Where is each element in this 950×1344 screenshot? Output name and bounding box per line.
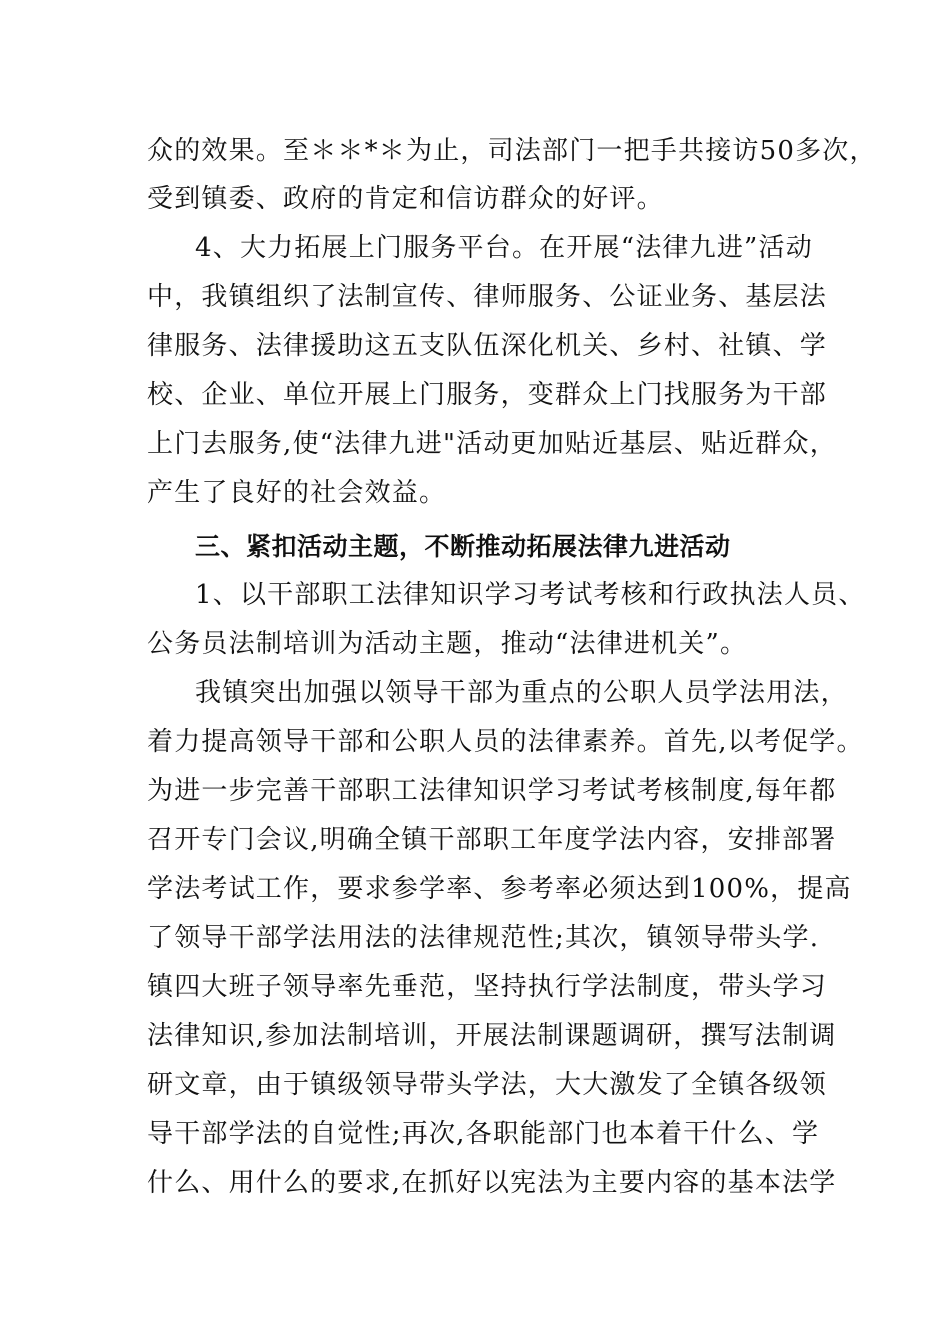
text-line: 召开专门会议,明确全镇干部职工年度学法内容，安排部署 bbox=[147, 825, 837, 855]
text-line: 了领导干部学法用法的法律规范性;其次，镇领导带头学. bbox=[147, 923, 820, 953]
text-line: 受到镇委、政府的肯定和信访群众的好评。 bbox=[147, 184, 664, 214]
text-line: 着力提高领导干部和公职人员的法律素养。首先,以考促学。 bbox=[147, 727, 864, 757]
text-line: 为进一步完善干部职工法律知识学习考试考核制度,每年都 bbox=[147, 776, 837, 806]
text-line: 法律知识,参加法制培训，开展法制课题调研，撰写法制调 bbox=[147, 1021, 837, 1051]
section-heading: 三、紧扣活动主题，不断推动拓展法律九进活动 bbox=[195, 532, 731, 561]
text-line: 导干部学法的自觉性;再次,各职能部门也本着干什么、学 bbox=[147, 1119, 820, 1149]
paragraph-first-line: 4、大力拓展上门服务平台。在开展“法律九进”活动 bbox=[195, 233, 813, 263]
text-line: 学法考试工作，要求参学率、参考率必须达到100%，提高 bbox=[147, 874, 852, 904]
text-line: 众的效果。至＊＊*＊为止，司法部门一把手共接访50多次， bbox=[147, 136, 877, 166]
text-line: 产生了良好的社会效益。 bbox=[147, 478, 447, 508]
text-line: 研文章，由于镇级领导带头学法，大大激发了全镇各级领 bbox=[147, 1070, 828, 1100]
text-line: 中，我镇组织了法制宣传、律师服务、公证业务、基层法 bbox=[147, 282, 828, 312]
paragraph-first-line: 1、以干部职工法律知识学习考试考核和行政执法人员、 bbox=[195, 580, 866, 610]
text-line: 律服务、法律援助这五支队伍深化机关、乡村、社镇、学 bbox=[147, 331, 828, 361]
text-line: 校、企业、单位开展上门服务，变群众上门找服务为干部 bbox=[147, 380, 828, 410]
text-line: 上门去服务,使“法律九进"活动更加贴近基层、贴近群众， bbox=[147, 429, 837, 459]
text-line: 公务员法制培训为活动主题，推动“法律进机关”。 bbox=[147, 629, 748, 659]
paragraph-first-line: 我镇突出加强以领导干部为重点的公职人员学法用法， bbox=[195, 678, 848, 708]
text-line: 镇四大班子领导率先垂范，坚持执行学法制度，带头学习 bbox=[147, 972, 828, 1002]
text-line: 什么、用什么的要求,在抓好以宪法为主要内容的基本法学 bbox=[147, 1168, 837, 1198]
